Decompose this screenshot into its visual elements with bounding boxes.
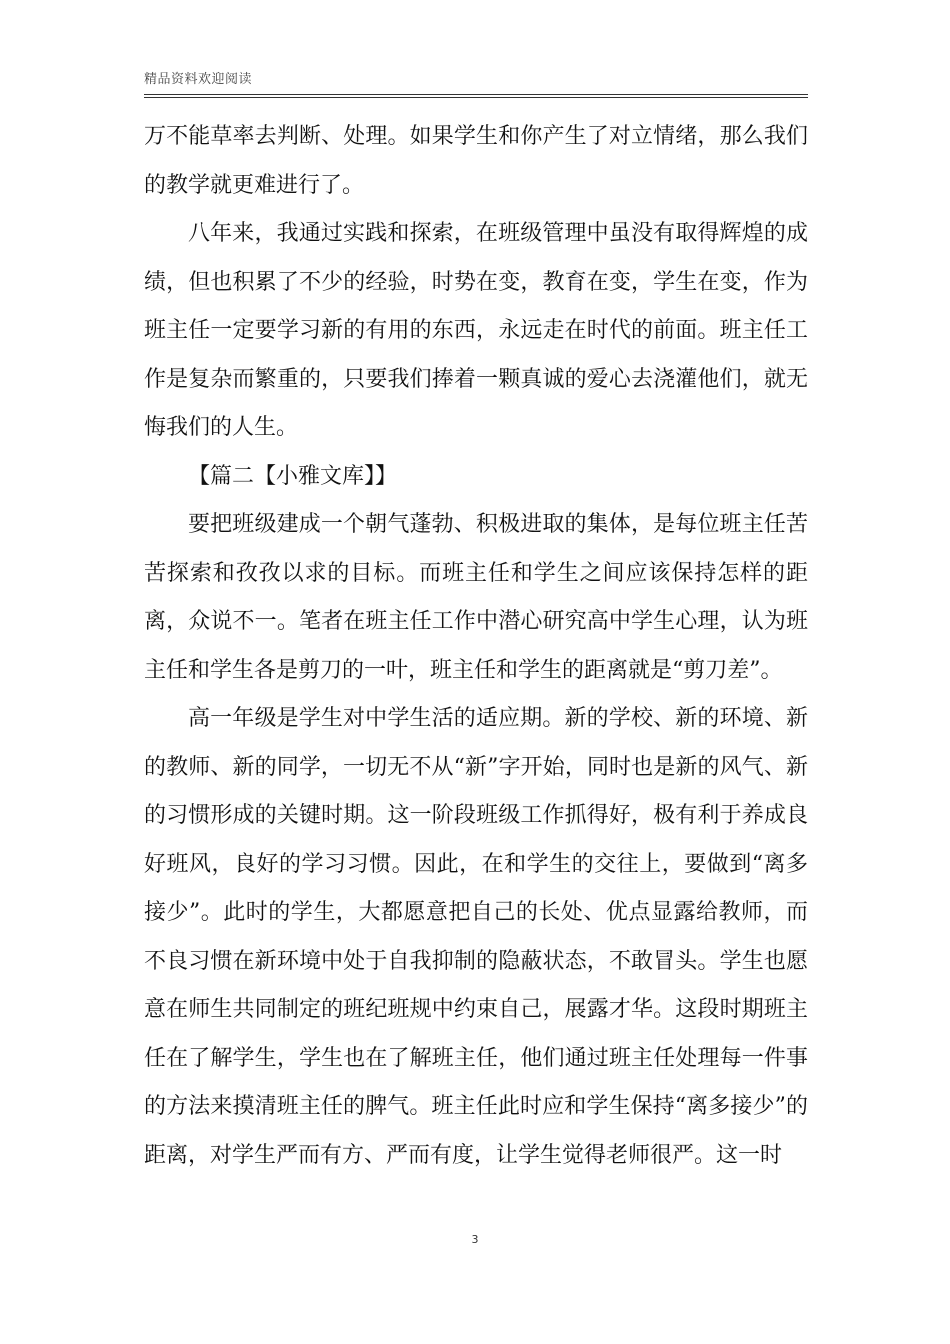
section-heading: 【篇二【小雅文库】】 (188, 463, 398, 489)
paragraph-continued: 万不能草率去判断、处理。如果学生和你产生了对立情绪，那么我们的教学就更难进行了。 (144, 124, 808, 198)
page-header (144, 70, 808, 98)
paragraph: 高一年级是学生对中学生活的适应期。新的学校、新的环境、新的教师、新的同学，一切无不从“新”字开始，同时也是新的风气、新的习惯形成的关键时期。这一阶段班级工作抓得好，极有利于养成良好班风，良好的学习习惯。因此，在和学生的交往上，要做到“离多接少”。此时的学生，大都愿意把自己的长处、优点显露给教师，而不良习惯在新环境中处于自我抑制的隐蔽状态，不敢冒头。学生也愿意在师生共同制定的班纪班规中约束自己，展露才华。这段时期班主任在了解学生，学生也在了解班主任，他们通过班主任处理每一件事的方法来摸清班主任的脾气。班主任此时应和学生保持“离多接少”的距离，对学生严而有方、严而有度，让学生觉得老师很严。这一时 (144, 706, 808, 1168)
paragraph: 要把班级建成一个朝气蓬勃、积极进取的集体，是每位班主任苦苦探索和孜孜以求的目标。而班主任和学生之间应该保持怎样的距离，众说不一。笔者在班主任工作中潜心研究高中学生心理，认为班主任和学生各是剪刀的一叶，班主任和学生的距离就是“剪刀差”。 (144, 512, 808, 683)
paragraph: 八年来，我通过实践和探索，在班级管理中虽没有取得辉煌的成绩，但也积累了不少的经验，时势在变，教育在变，学生在变，作为班主任一定要学习新的有用的东西，永远走在时代的前面。班主任工作是复杂而繁重的，只要我们捧着一颗真诚的爱心去浇灌他们，就无悔我们的人生。 (144, 221, 808, 440)
page-number: 3 (471, 1233, 479, 1246)
header-title: 精品资料欢迎阅读 (144, 72, 253, 87)
document-body (144, 113, 808, 1180)
header-rule (144, 94, 808, 98)
